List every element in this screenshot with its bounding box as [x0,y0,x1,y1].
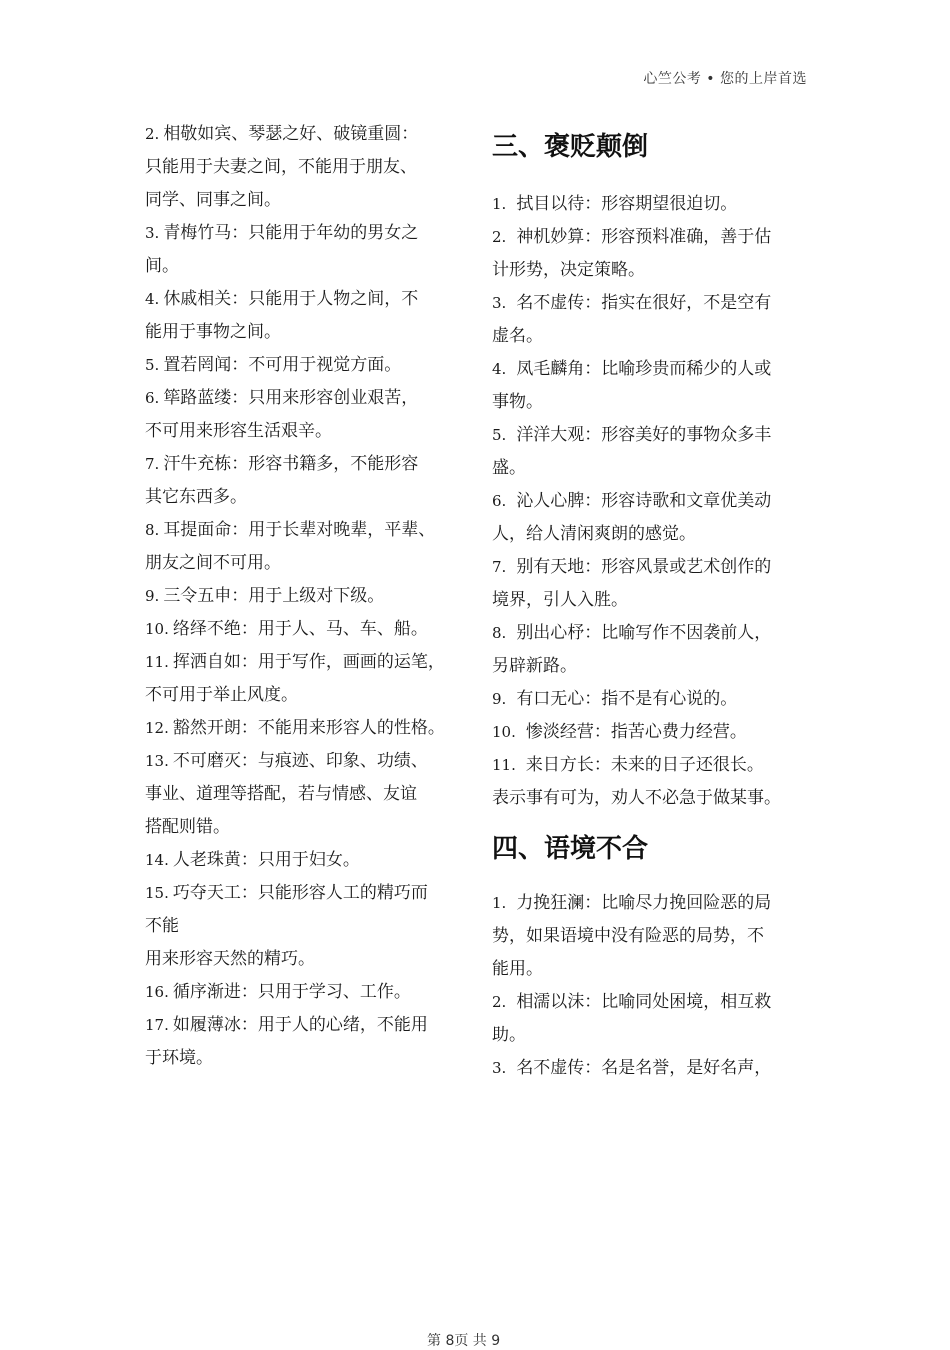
list-item-line [145,283,467,316]
item-text: 相濡以沫：比喻同处困境，相互救 [516,992,772,1012]
item-text: 凤毛麟角：比喻珍贵而稀少的人或 [516,359,772,379]
list-item-line [492,287,810,320]
item-text: 境界，引人入胜。 [492,590,628,610]
list-item-line [145,712,467,745]
list-item-line [145,1042,467,1075]
item-number: 15. [145,884,169,902]
list-item-line [492,953,810,986]
item-number: 6. [492,492,507,510]
item-text: 助。 [492,1025,526,1045]
item-number: 11. [145,653,169,671]
list-item-line [145,184,467,217]
list-item-line [492,650,810,683]
item-number: 4. [145,290,160,308]
list-item-line [145,1009,467,1042]
item-number: 16. [145,983,169,1001]
item-text: 搭配则错。 [145,817,230,837]
item-number: 2. [145,125,160,143]
item-number: 11. [492,756,516,774]
list-item-line [492,584,810,617]
item-text: 名不虚传：指实在很好，不是空有 [516,293,772,313]
item-text: 络绎不绝：用于人、马、车、船。 [172,619,428,639]
item-text: 挥洒自如：用于写作，画画的运笔， [172,652,445,672]
list-item-line [145,316,467,349]
item-number: 4. [492,360,507,378]
section-title-4: 四、语境不合 [492,834,649,864]
item-text: 汗牛充栋：形容书籍多，不能形容 [163,454,419,474]
item-text: 拭目以待：形容期望很迫切。 [516,194,738,214]
item-text: 能用于事物之间。 [145,322,281,342]
item-text: 只能用于夫妻之间，不能用于朋友、 [145,157,417,177]
list-item-line [145,250,467,283]
item-text: 势，如果语境中没有险恶的局势，不 [492,926,764,946]
list-item-line [145,778,467,811]
list-item-line [145,118,467,151]
item-text: 事物。 [492,392,543,412]
item-number: 2. [492,993,507,1011]
list-item-line [145,481,467,514]
item-text: 于环境。 [145,1048,213,1068]
list-item-line [145,910,467,943]
item-number: 8. [492,624,507,642]
list-item-line [492,188,810,221]
item-text: 盛。 [492,458,526,478]
item-text: 巧夺天工：只能形容人工的精巧而 [172,883,428,903]
item-text: 豁然开朗：不能用来形容人的性格。 [172,718,445,738]
list-item-line [145,415,467,448]
list-item-line [492,716,810,749]
item-text: 来日方长：未来的日子还很长。 [525,755,764,775]
list-item-line [492,1052,810,1085]
page-footer: 第 8页 共 9 [427,1333,501,1349]
item-text: 筚路蓝缕：只用来形容创业艰苦， [163,388,419,408]
list-item-line [492,986,810,1019]
item-text: 不可磨灭：与痕迹、印象、功绩、 [172,751,428,771]
item-text: 其它东西多。 [145,487,247,507]
list-item-line [492,887,810,920]
list-item-line [145,514,467,547]
list-item-line [145,679,467,712]
list-item-line [492,683,810,716]
list-item-line [492,551,810,584]
section-title-3: 三、褒贬颠倒 [492,132,649,162]
list-item-line [492,749,810,782]
left-column [145,118,467,1075]
item-text: 能用。 [492,959,543,979]
list-item-line [145,448,467,481]
list-item-line [492,419,810,452]
item-number: 9. [145,587,160,605]
list-item-line [492,920,810,953]
item-text: 耳提面命：用于长辈对晚辈，平辈、 [163,520,436,540]
list-item-line [492,1019,810,1052]
list-item-line [145,151,467,184]
list-item-line [492,782,810,815]
item-text: 间。 [145,256,179,276]
item-text: 朋友之间不可用。 [145,553,281,573]
list-item-line [492,353,810,386]
item-text: 置若罔闻：不可用于视觉方面。 [163,355,402,375]
item-number: 3. [492,294,507,312]
item-text: 洋洋大观：形容美好的事物众多丰 [516,425,772,445]
item-number: 14. [145,851,169,869]
item-text: 别有天地：形容风景或艺术创作的 [516,557,772,577]
item-text: 人老珠黄：只用于妇女。 [172,850,360,870]
item-number: 8. [145,521,160,539]
list-item-line [145,580,467,613]
item-text: 有口无心：指不是有心说的。 [516,689,738,709]
item-text: 计形势，决定策略。 [492,260,645,280]
item-number: 13. [145,752,169,770]
item-text: 力挽狂澜：比喻尽力挽回险恶的局 [516,893,772,913]
item-text: 沁人心脾：形容诗歌和文章优美动 [516,491,772,511]
item-number: 2. [492,228,507,246]
item-number: 12. [145,719,169,737]
item-text: 不可用来形容生活艰辛。 [145,421,332,441]
item-text: 三令五申：用于上级对下级。 [163,586,385,606]
item-text: 循序渐进：只用于学习、工作。 [172,982,411,1002]
list-item-line [492,485,810,518]
item-number: 10. [145,620,169,638]
list-item-line [145,382,467,415]
item-text: 人，给人清闲爽朗的感觉。 [492,524,696,544]
list-item-line [492,254,810,287]
item-text: 青梅竹马：只能用于年幼的男女之 [163,223,419,243]
item-text: 神机妙算：形容预料准确，善于估 [516,227,772,247]
item-number: 6. [145,389,160,407]
list-item-line [145,877,467,910]
item-number: 10. [492,723,516,741]
list-item-line [145,976,467,1009]
item-text: 同学、同事之间。 [145,190,281,210]
section-3-list [492,188,810,815]
item-number: 7. [145,455,160,473]
item-number: 1. [492,195,507,213]
item-text: 别出心杼：比喻写作不因袭前人， [516,623,772,643]
list-item-line [145,547,467,580]
item-text: 不能 [145,916,179,936]
list-item-line [492,221,810,254]
item-text: 用来形容天然的精巧。 [145,949,315,969]
item-number: 9. [492,690,507,708]
list-item-line [145,745,467,778]
list-item-line [145,811,467,844]
list-item-line [492,320,810,353]
list-item-line [145,217,467,250]
list-item-line [492,452,810,485]
item-text: 另辟新路。 [492,656,577,676]
list-item-line [145,349,467,382]
list-item-line [145,943,467,976]
item-text: 名不虚传：名是名誉，是好名声， [516,1058,772,1078]
page-header: 心竺公考 • 您的上岸首选 [643,71,807,87]
item-text: 不可用于举止风度。 [145,685,298,705]
item-text: 相敬如宾、琴瑟之好、破镜重圆： [163,124,419,144]
item-text: 事业、道理等搭配，若与情感、友谊 [145,784,417,804]
list-item-line [145,646,467,679]
section-4-list [492,887,810,1085]
list-item-line [492,518,810,551]
item-text: 休戚相关：只能用于人物之间，不 [163,289,419,309]
item-number: 1. [492,894,507,912]
item-number: 3. [145,224,160,242]
item-number: 7. [492,558,507,576]
item-number: 3. [492,1059,507,1077]
list-item-line [492,386,810,419]
item-number: 5. [492,426,507,444]
list-item-line [492,617,810,650]
list-item-line [145,613,467,646]
item-text: 虚名。 [492,326,543,346]
list-item-line [145,844,467,877]
item-text: 表示事有可为，劝人不必急于做某事。 [492,788,781,808]
item-number: 5. [145,356,160,374]
item-text: 如履薄冰：用于人的心绪，不能用 [172,1015,428,1035]
item-text: 惨淡经营：指苦心费力经营。 [525,722,747,742]
right-column [492,118,810,1085]
item-number: 17. [145,1016,169,1034]
